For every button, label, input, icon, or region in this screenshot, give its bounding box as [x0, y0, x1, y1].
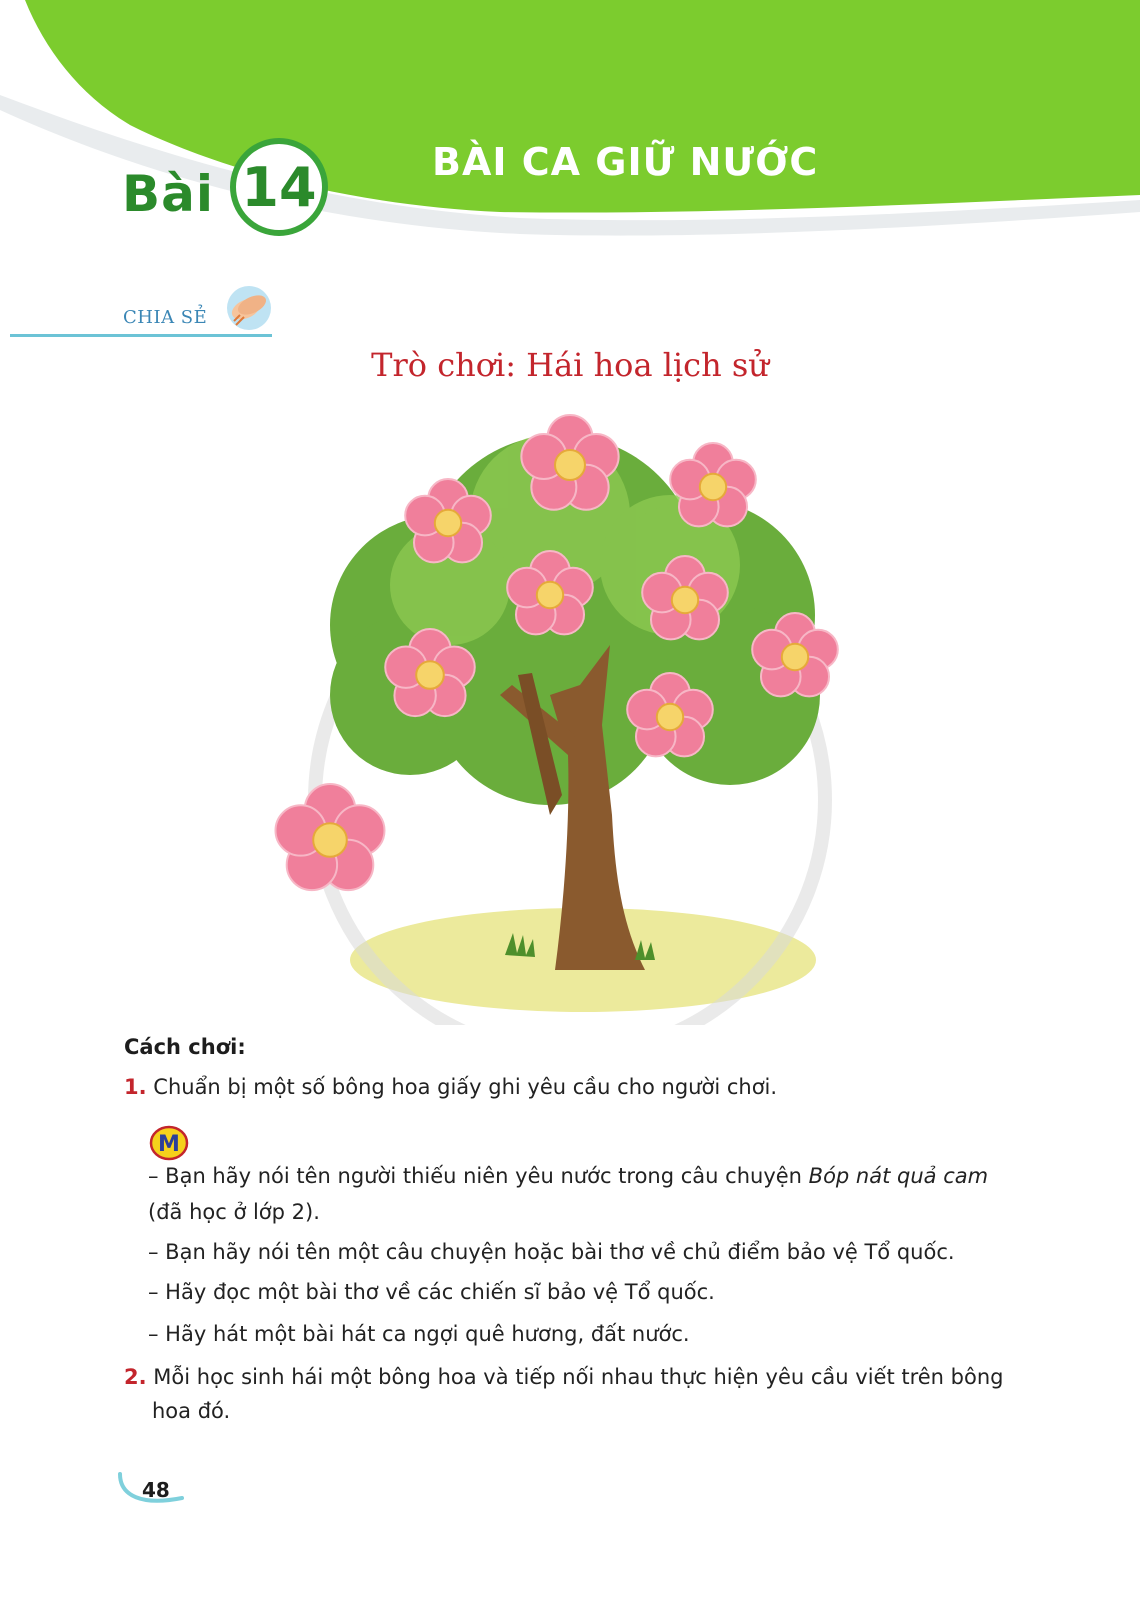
bullet-2: [148, 1234, 1028, 1270]
lesson-number: 14: [241, 155, 317, 219]
m-badge-icon: [148, 1124, 190, 1162]
step-1: [124, 1070, 1024, 1104]
clapping-hands-icon: [224, 283, 274, 333]
lesson-title: BÀI CA GIỮ NƯỚC: [432, 140, 819, 184]
m-badge-label: M: [158, 1132, 180, 1157]
bullet-3: [148, 1274, 1028, 1310]
step-2: [124, 1360, 1042, 1428]
bullet-1-prefix: – Bạn hãy nói tên người thiếu niên yêu nước trong câu chuyện: [148, 1164, 809, 1188]
how-to-play-heading: Cách chơi:: [124, 1035, 246, 1059]
flower-tree-illustration: [250, 395, 870, 1025]
bullet-1-italic: Bóp nát quả cam: [808, 1164, 989, 1188]
bullet-2-text: – Bạn hãy nói tên một câu chuyện hoặc bài thơ về chủ điểm bảo vệ Tổ quốc.: [148, 1240, 955, 1264]
section-label: CHIA SẺ: [123, 307, 208, 328]
flower-icon[interactable]: [276, 784, 385, 890]
step-2-number: 2.: [124, 1365, 147, 1389]
step-2-text: Mỗi học sinh hái một bông hoa và tiếp nối nhau thực hiện yêu cầu viết trên bông hoa đó.: [152, 1365, 1004, 1423]
step-1-text: Chuẩn bị một số bông hoa giấy ghi yêu cầu cho người chơi.: [153, 1075, 778, 1099]
bullet-1-suffix: (đã học ở lớp 2).: [148, 1200, 320, 1224]
bullet-4-text: – Hãy hát một bài hát ca ngợi quê hương, đất nước.: [148, 1322, 690, 1346]
lesson-number-badge: [230, 138, 328, 236]
section-divider: [10, 334, 272, 337]
step-1-number: 1.: [124, 1075, 147, 1099]
bullet-3-text: – Hãy đọc một bài thơ về các chiến sĩ bảo vệ Tổ quốc.: [148, 1280, 715, 1304]
flower-icon[interactable]: [670, 443, 756, 526]
bullet-4: [148, 1316, 1028, 1352]
page-number: 48: [142, 1478, 170, 1502]
game-title: Trò chơi: Hái hoa lịch sử: [371, 346, 769, 384]
lesson-word: Bài: [122, 165, 214, 223]
flower-icon[interactable]: [521, 415, 618, 510]
bullet-1: [148, 1158, 1028, 1230]
bullet-list: [148, 1158, 1028, 1352]
